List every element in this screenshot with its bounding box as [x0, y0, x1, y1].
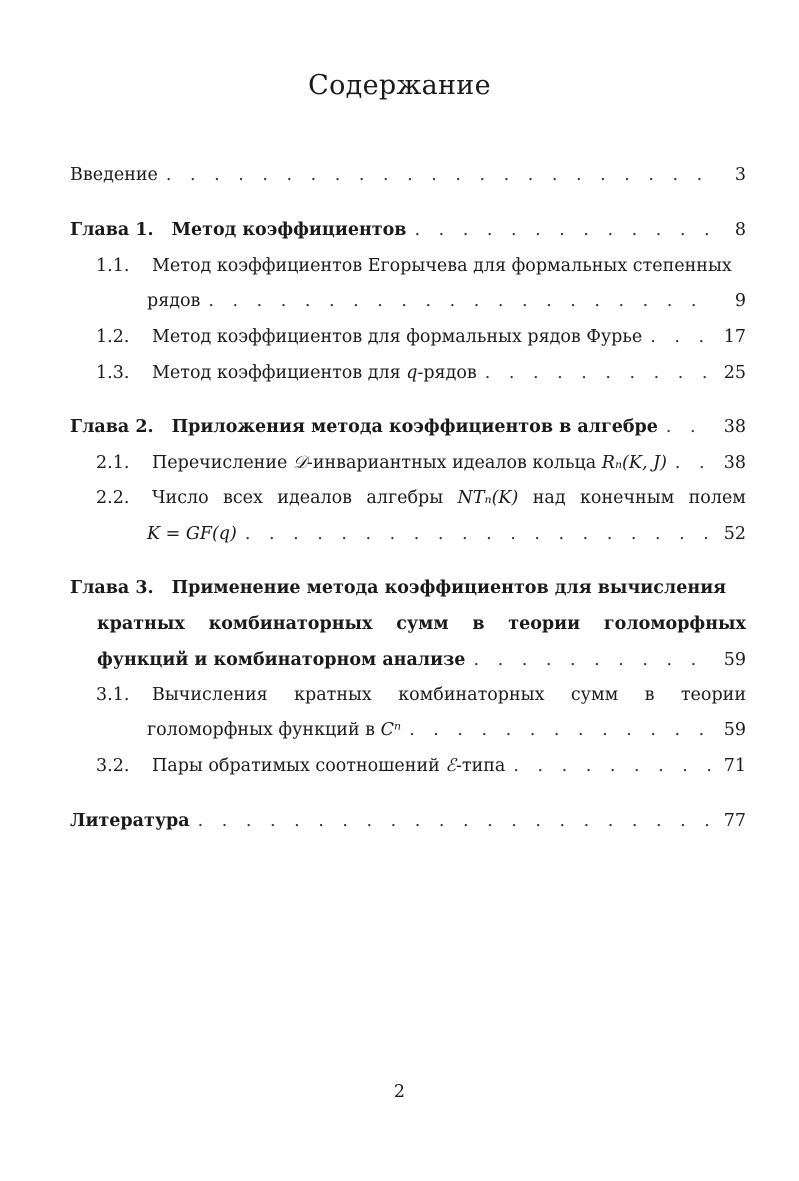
page-title: Содержание [308, 70, 491, 101]
toc-entry-1-1[interactable] [96, 251, 746, 281]
toc-word: голоморфных [603, 614, 746, 634]
toc-leader [513, 751, 714, 781]
toc-label: Введение [70, 165, 158, 185]
toc-leader [245, 519, 714, 549]
toc-entry-3-2[interactable] [96, 751, 746, 781]
section-number: 3.2. [96, 756, 130, 776]
toc-entry-2-2[interactable] [96, 483, 746, 513]
toc-page: 52 [723, 524, 746, 544]
section-number: 1.2. [96, 327, 130, 347]
chapter-number: Глава 2. [70, 417, 154, 437]
toc-label: Применение метода коэффициентов для вычисления [171, 578, 727, 598]
toc-label: функций и комбинаторном анализе [97, 650, 466, 670]
toc-label: Метод коэффициентов Егорычева для формальных степенных [152, 256, 732, 276]
toc-word: сумм [396, 614, 449, 634]
toc-page: 38 [723, 417, 746, 437]
toc-label: Метод коэффициентов для формальных рядов Фурье [152, 327, 643, 347]
toc-leader [208, 286, 714, 316]
toc-entry-literature[interactable] [70, 806, 746, 836]
toc-leader [198, 806, 714, 836]
toc-leader [409, 715, 714, 745]
chapter-number: Глава 3. [70, 578, 154, 598]
section-number: 1.1. [96, 256, 130, 276]
toc-label: Приложения метода коэффициентов в алгебре [171, 417, 658, 437]
toc-entry-2-1[interactable] [96, 448, 746, 478]
toc-page: 59 [723, 650, 746, 670]
toc-word: теории [508, 614, 581, 634]
toc-page: 17 [723, 327, 746, 347]
toc-label: Вычисления кратных комбинаторных сумм в теории [152, 685, 746, 705]
toc-page: 9 [734, 291, 746, 311]
toc-label: Перечисление 𝒟-инвариантных идеалов кольца Rₙ(K, J) [152, 453, 667, 473]
section-number: 2.1. [96, 453, 130, 473]
toc-word: в [472, 614, 485, 634]
toc-word: кратных [97, 614, 185, 634]
toc-entry-chapter-3-cont[interactable] [97, 609, 746, 639]
toc-word: комбинаторных [208, 614, 373, 634]
toc-entry-chapter-3[interactable] [70, 573, 746, 603]
toc-leader [414, 215, 714, 245]
toc-label: рядов [147, 291, 201, 311]
toc-leader [675, 448, 714, 478]
toc-leader [666, 412, 714, 442]
toc-label: голоморфных функций в Cⁿ [147, 720, 402, 740]
toc-entry-1-2[interactable] [96, 322, 746, 352]
toc-entry-3-1-cont[interactable] [147, 715, 746, 745]
toc-entry-chapter-3-cont2[interactable] [97, 645, 746, 675]
toc-entry-3-1[interactable] [96, 680, 746, 710]
toc-page: 59 [723, 720, 746, 740]
page-number: 2 [393, 1082, 406, 1102]
section-number: 2.2. [96, 488, 130, 508]
toc-label: Число всех идеалов алгебры NTₙ(K) над конечным полем [152, 488, 746, 508]
toc-leader [473, 645, 714, 675]
toc-label: Литература [70, 811, 190, 831]
toc-leader [485, 358, 714, 388]
toc-page: 77 [723, 811, 746, 831]
toc-leader [650, 322, 714, 352]
toc-entry-chapter-2[interactable] [70, 412, 746, 442]
toc-label: K = GF(q) [147, 524, 237, 544]
section-number: 1.3. [96, 363, 130, 383]
toc-page: 3 [734, 165, 746, 185]
toc-label: Пары обратимых соотношений ℰ-типа [152, 756, 506, 776]
toc-label: Метод коэффициентов для q-рядов [152, 363, 477, 383]
toc-label: Метод коэффициентов [171, 220, 407, 240]
chapter-number: Глава 1. [70, 220, 154, 240]
toc-page: 8 [734, 220, 746, 240]
toc-page: 71 [723, 756, 746, 776]
toc-entry-2-2-cont[interactable] [147, 519, 746, 549]
toc-entry-1-1-cont[interactable] [147, 286, 746, 316]
toc-leader [166, 160, 714, 190]
section-number: 3.1. [96, 685, 130, 705]
toc-entry-intro[interactable] [70, 160, 746, 190]
toc-entry-chapter-1[interactable] [70, 215, 746, 245]
toc-entry-1-3[interactable] [96, 358, 746, 388]
toc-page: 38 [723, 453, 746, 473]
toc-page: 25 [723, 363, 746, 383]
